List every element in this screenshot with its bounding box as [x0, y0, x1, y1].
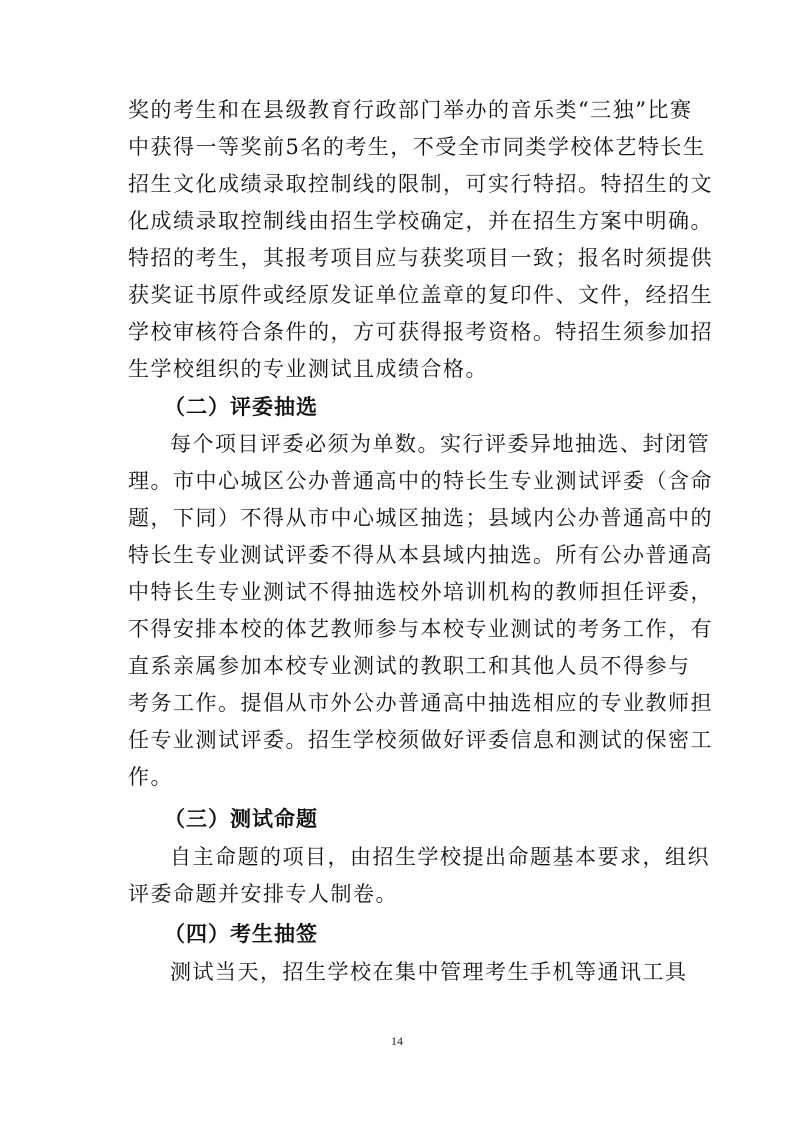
body-text-line: 学校审核符合条件的，方可获得报考资格。特招生须参加招: [128, 320, 713, 344]
body-text-line: 考务工作。提倡从市外公办普通高中抽选相应的专业教师担: [128, 691, 713, 715]
body-text-line: 奖的考生和在县级教育行政部门举办的音乐类“三独”比赛: [128, 98, 693, 122]
body-text-line: 作。: [128, 765, 173, 789]
body-text-line: 特长生专业测试评委不得从本县域内抽选。所有公办普通高: [128, 543, 713, 567]
body-text-line: 获奖证书原件或经原发证单位盖章的复印件、文件，经招生: [128, 283, 713, 307]
body-text-line: 特招的考生，其报考项目应与获奖项目一致；报名时须提供: [128, 246, 713, 270]
body-text-line: 中获得一等奖前5名的考生，不受全市同类学校体艺特长生: [128, 135, 706, 159]
body-text-line: 测试当天，招生学校在集中管理考生手机等通讯工具: [170, 960, 688, 984]
body-text-line: 直系亲属参加本校专业测试的教职工和其他人员不得参与: [128, 654, 691, 678]
section-heading-candidate-lottery: （四）考生抽签: [164, 922, 318, 946]
body-text-line: 题，下同）不得从市中心城区抽选；县域内公办普通高中的: [128, 506, 713, 530]
section-heading-test-questions: （三）测试命题: [164, 807, 318, 831]
body-text-line: 生学校组织的专业测试且成绩合格。: [128, 357, 488, 381]
body-text-line: 中特长生专业测试不得抽选校外培训机构的教师担任评委，: [128, 580, 713, 604]
body-text-line: 招生文化成绩录取控制线的限制，可实行特招。特招生的文: [128, 172, 713, 196]
body-text-line: 自主命题的项目，由招生学校提出命题基本要求，组织: [170, 845, 710, 869]
body-text-line: 不得安排本校的体艺教师参与本校专业测试的考务工作，有: [128, 617, 713, 641]
body-text-line: 化成绩录取控制线由招生学校确定，并在招生方案中明确。: [128, 209, 713, 233]
page-number: 14: [391, 1034, 403, 1048]
section-heading-judge-selection: （二）评委抽选: [164, 395, 318, 419]
body-text-line: 每个项目评委必须为单数。实行评委异地抽选、封闭管: [170, 432, 710, 456]
body-text-line: 任专业测试评委。招生学校须做好评委信息和测试的保密工: [128, 728, 713, 752]
body-text-line: 理。市中心城区公办普通高中的特长生专业测试评委（含命: [128, 469, 713, 493]
body-text-line: 评委命题并安排专人制卷。: [128, 882, 398, 906]
